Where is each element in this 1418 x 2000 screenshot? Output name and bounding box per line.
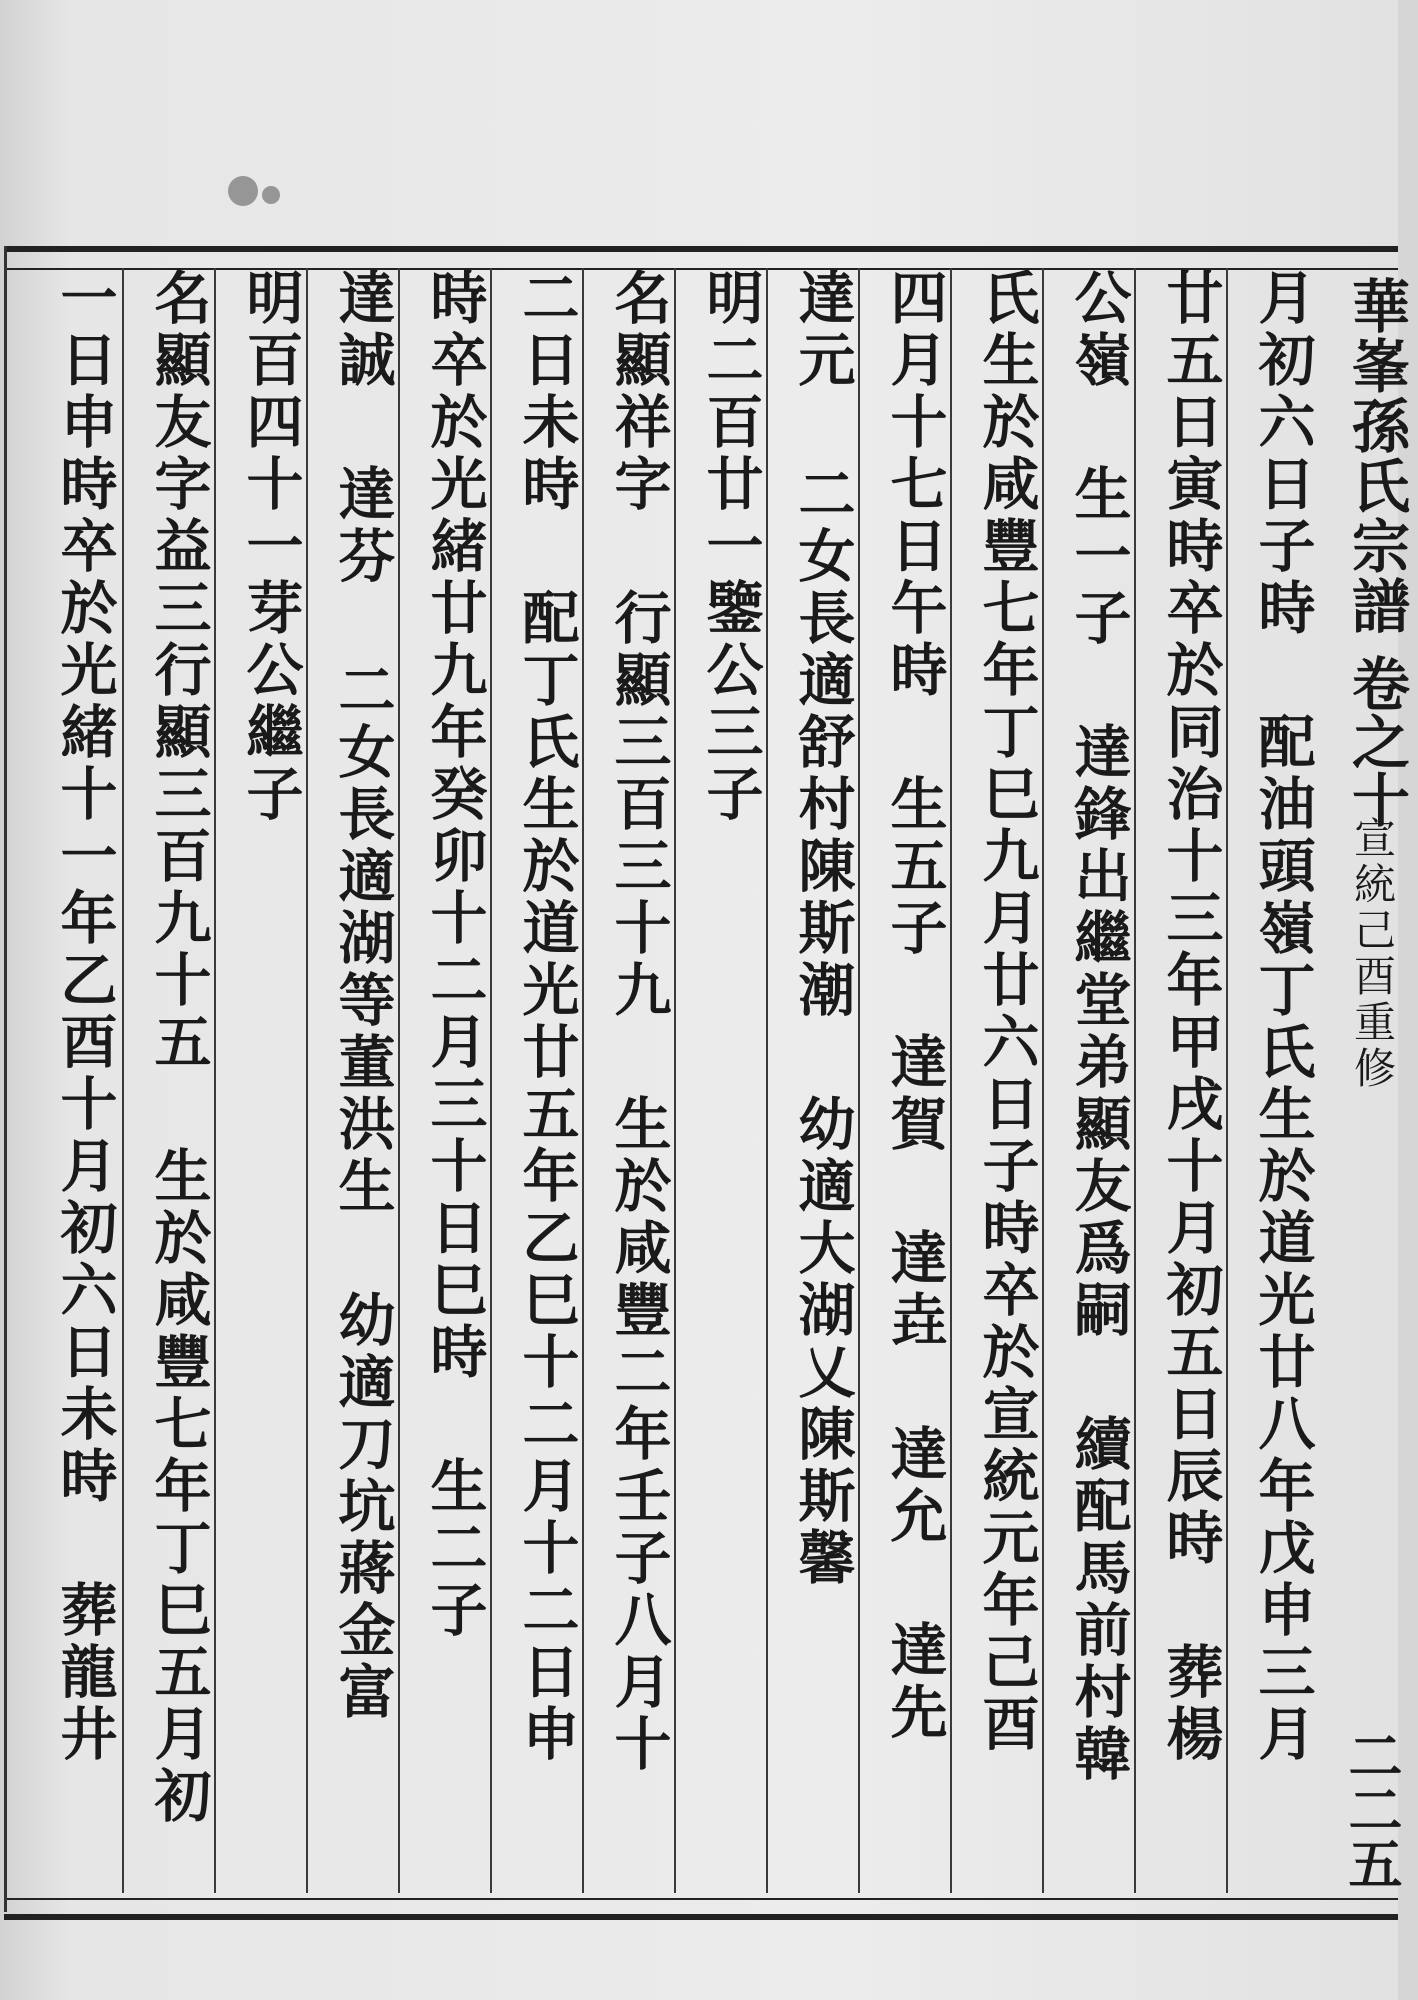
column-text: 名顯祥字 行顯三百三十九 生於咸豐二年壬子八月十 xyxy=(605,268,672,1776)
text-column-2 xyxy=(1134,268,1228,1893)
column-text: 公嶺 生一子 達鋒出繼堂弟顯友爲嗣 續配馬前村韓 xyxy=(1065,268,1132,1786)
column-text: 明百四十一芽公繼子 xyxy=(237,268,304,826)
bottom-border-rule xyxy=(4,1898,1398,1920)
column-text: 達元 二女長適舒村陳斯潮 幼適大湖乂陳斯馨 xyxy=(789,268,856,1590)
text-column-10 xyxy=(398,268,492,1893)
text-column-11 xyxy=(306,268,400,1893)
column-text: 時卒於光緒廿九年癸卯十二月三十日巳時 生二子 xyxy=(421,268,488,1642)
ink-stain xyxy=(262,186,280,204)
text-column-13 xyxy=(122,268,216,1893)
text-column-9 xyxy=(490,268,584,1893)
ink-stain xyxy=(228,176,258,206)
text-column-6 xyxy=(766,268,860,1893)
page-header-column xyxy=(1318,268,1410,1893)
column-text: 月初六日子時 配油頭嶺丁氏生於道光廿八年戊申三月 xyxy=(1249,268,1316,1766)
text-column-5 xyxy=(858,268,952,1893)
book-title: 華峯孫氏宗譜 xyxy=(1342,276,1410,636)
page-number: 二二五 xyxy=(1340,1728,1404,1890)
column-text: 名顯友字益三行顯三百九十五 生於咸豐七年丁巳五月初 xyxy=(145,268,212,1828)
text-column-7 xyxy=(674,268,768,1893)
top-border-rule xyxy=(4,246,1398,270)
column-text: 二日未時 配丁氏生於道光廿五年乙巳十二月十二日申 xyxy=(513,268,580,1766)
column-text: 達誠 達芬 二女長適湖等董洪生 幼適刀坑蔣金富 xyxy=(329,268,396,1724)
column-text: 廿五日寅時卒於同治十三年甲戌十月初五日辰時 葬楊 xyxy=(1157,268,1224,1766)
column-text: 明二百廿一鑒公三子 xyxy=(697,268,764,826)
edition-note: 宣統己酉重修 xyxy=(1348,816,1397,1092)
text-column-12 xyxy=(214,268,308,1893)
left-border-rule xyxy=(4,246,7,1912)
volume-label: 卷之十 xyxy=(1342,654,1410,828)
text-column-1 xyxy=(1226,268,1320,1893)
text-column-8 xyxy=(582,268,676,1893)
text-column-4 xyxy=(950,268,1044,1893)
text-column-14 xyxy=(30,268,122,1893)
column-text: 四月十七日午時 生五子 達賀 達垚 達允 達先 xyxy=(881,268,948,1744)
column-text: 氏生於咸豐七年丁巳九月廿六日子時卒於宣統元年己酉 xyxy=(973,268,1040,1756)
column-text: 一日申時卒於光緒十一年乙酉十月初六日未時 葬龍井 xyxy=(51,268,118,1766)
text-column-3 xyxy=(1042,268,1136,1893)
